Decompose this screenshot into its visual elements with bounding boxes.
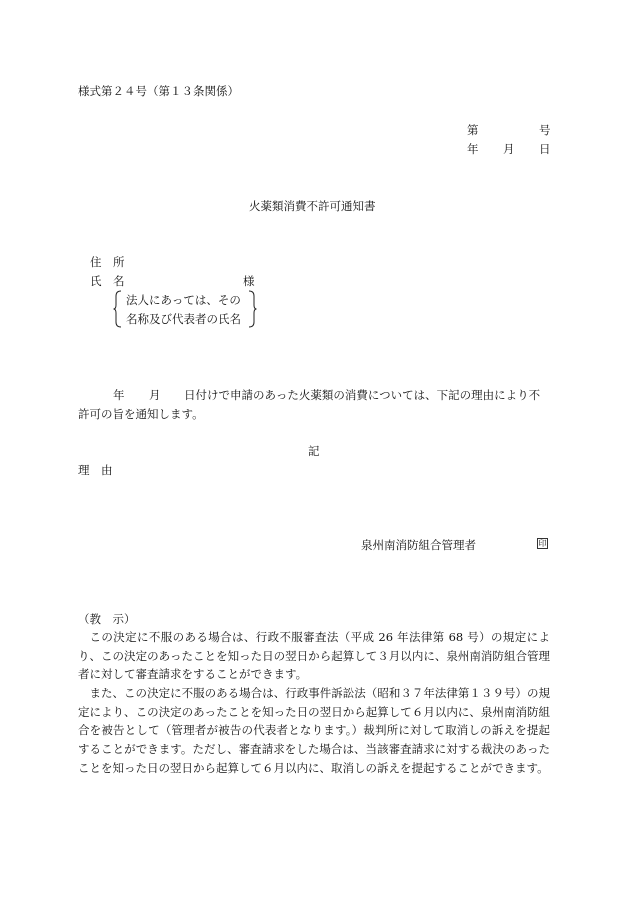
doc-number-suffix: 号 (539, 123, 551, 137)
body-text-line1: 日付けで申請のあった火薬類の消費については、下記の理由により不 (184, 388, 541, 402)
ki-marker: 記 (308, 444, 320, 458)
notice-paragraph-1: この決定に不服のある場合は、行政不服審査法（平成 26 年法律第 68 号）の規定により、この決定のあったことを知った日の翌日から起算して３月以内に、泉州南消防組合管理者に対して審査請求をすることができます。 (78, 630, 550, 682)
honorific-sama: 様 (243, 274, 255, 288)
date-year: 年 (467, 142, 479, 156)
right-bracket (247, 290, 257, 328)
left-bracket (113, 290, 123, 328)
body-year: 年 (113, 388, 125, 402)
notice-heading: （教 示） (78, 612, 136, 626)
notice-paragraph-2: また、この決定に不服のある場合は、行政事件訴訟法（昭和３７年法律第１３９号）の規定により、この決定のあったことを知った日の翌日から起算して６月以内に、泉州南消防組合を被告として（管理者が被告の代表者となります。）裁判所に対して取消しの訴えを提起することができます。ただし、審査請求をした場合は、当該審査請求に対する裁決のあったことを知った日の翌日から起算して６月以内に、取消しの訴えを提起することができます。 (78, 686, 550, 775)
document-title: 火薬類消費不許可通知書 (249, 199, 376, 213)
body-text-line2: 許可の旨を通知します。 (78, 407, 204, 421)
body-month: 月 (149, 388, 161, 402)
date-month: 月 (503, 142, 515, 156)
date-day: 日 (539, 142, 551, 156)
doc-number-prefix: 第 (467, 123, 479, 137)
issuer-name: 泉州南消防組合管理者 (361, 538, 476, 552)
seal-mark: 印 (538, 539, 547, 548)
corp-note-line1: 法人にあっては、その (126, 293, 241, 307)
reason-label: 理 由 (78, 463, 113, 477)
form-number: 様式第２４号（第１３条関係） (78, 84, 239, 98)
address-label: 住 所 (90, 255, 125, 269)
corp-note-line2: 名称及び代表者の氏名 (126, 312, 241, 326)
name-label: 氏 名 (90, 274, 125, 288)
